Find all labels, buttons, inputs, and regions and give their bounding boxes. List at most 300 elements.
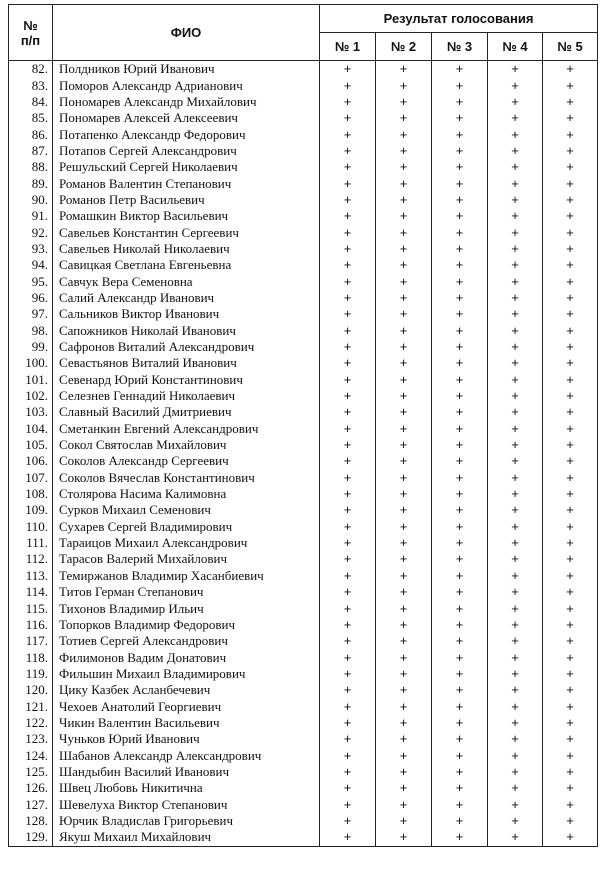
vote-mark: + [376, 568, 432, 584]
vote-mark: + [376, 796, 432, 812]
vote-mark: + [488, 323, 543, 339]
vote-mark: + [543, 796, 598, 812]
vote-mark: + [320, 617, 376, 633]
table-row [9, 715, 598, 731]
vote-mark: + [432, 241, 488, 257]
deputy-name: Сальников Виктор Иванович [53, 306, 320, 322]
vote-mark: + [432, 453, 488, 469]
vote-mark: + [432, 110, 488, 126]
vote-mark: + [543, 143, 598, 159]
vote-mark: + [320, 355, 376, 371]
vote-mark: + [488, 61, 543, 78]
vote-mark: + [320, 143, 376, 159]
vote-mark: + [320, 682, 376, 698]
vote-mark: + [488, 208, 543, 224]
vote-mark: + [432, 813, 488, 829]
row-number: 107. [9, 470, 53, 486]
row-number: 113. [9, 568, 53, 584]
vote-mark: + [432, 61, 488, 78]
vote-mark: + [432, 306, 488, 322]
voting-results-table [8, 4, 598, 847]
vote-mark: + [543, 388, 598, 404]
vote-mark: + [376, 273, 432, 289]
row-number: 119. [9, 666, 53, 682]
row-number: 88. [9, 159, 53, 175]
vote-mark: + [543, 273, 598, 289]
vote-mark: + [432, 649, 488, 665]
row-number: 97. [9, 306, 53, 322]
table-row [9, 617, 598, 633]
vote-column-header: № 3 [432, 33, 488, 61]
table-row [9, 404, 598, 420]
vote-mark: + [488, 715, 543, 731]
table-row [9, 273, 598, 289]
row-number: 84. [9, 94, 53, 110]
deputy-name: Столярова Насима Калимовна [53, 486, 320, 502]
row-number: 125. [9, 764, 53, 780]
table-row [9, 600, 598, 616]
vote-mark: + [376, 470, 432, 486]
vote-mark: + [432, 224, 488, 240]
vote-mark: + [320, 747, 376, 763]
deputy-name: Соколов Александр Сергеевич [53, 453, 320, 469]
vote-mark: + [320, 698, 376, 714]
vote-mark: + [376, 535, 432, 551]
vote-mark: + [488, 568, 543, 584]
vote-mark: + [432, 519, 488, 535]
deputy-name: Севенард Юрий Константинович [53, 372, 320, 388]
table-row [9, 224, 598, 240]
vote-mark: + [320, 649, 376, 665]
table-row [9, 110, 598, 126]
table-row [9, 486, 598, 502]
row-number: 126. [9, 780, 53, 796]
table-row [9, 339, 598, 355]
vote-mark: + [320, 404, 376, 420]
vote-mark: + [488, 453, 543, 469]
deputy-name: Селезнев Геннадий Николаевич [53, 388, 320, 404]
table-row [9, 159, 598, 175]
table-row [9, 470, 598, 486]
deputy-name: Севастьянов Виталий Иванович [53, 355, 320, 371]
vote-mark: + [543, 224, 598, 240]
row-number: 108. [9, 486, 53, 502]
table-row [9, 290, 598, 306]
deputy-name: Сухарев Сергей Владимирович [53, 519, 320, 535]
vote-mark: + [320, 421, 376, 437]
vote-mark: + [488, 355, 543, 371]
vote-mark: + [432, 764, 488, 780]
vote-mark: + [543, 666, 598, 682]
vote-mark: + [376, 682, 432, 698]
vote-mark: + [376, 486, 432, 502]
deputy-name: Топорков Владимир Федорович [53, 617, 320, 633]
vote-mark: + [376, 633, 432, 649]
name-column-header: ФИО [53, 5, 320, 61]
deputy-name: Чикин Валентин Васильевич [53, 715, 320, 731]
vote-mark: + [543, 747, 598, 763]
vote-mark: + [488, 470, 543, 486]
vote-mark: + [320, 257, 376, 273]
vote-mark: + [376, 61, 432, 78]
vote-mark: + [488, 404, 543, 420]
vote-mark: + [432, 551, 488, 567]
vote-mark: + [376, 715, 432, 731]
vote-mark: + [543, 764, 598, 780]
vote-mark: + [488, 290, 543, 306]
vote-mark: + [432, 94, 488, 110]
vote-mark: + [432, 323, 488, 339]
row-number: 104. [9, 421, 53, 437]
table-row [9, 633, 598, 649]
row-number: 85. [9, 110, 53, 126]
vote-mark: + [320, 110, 376, 126]
deputy-name: Сапожников Николай Иванович [53, 323, 320, 339]
row-number: 110. [9, 519, 53, 535]
vote-mark: + [432, 421, 488, 437]
vote-mark: + [376, 224, 432, 240]
vote-mark: + [432, 796, 488, 812]
vote-mark: + [543, 519, 598, 535]
vote-mark: + [543, 257, 598, 273]
vote-mark: + [543, 453, 598, 469]
vote-mark: + [432, 780, 488, 796]
vote-mark: + [432, 600, 488, 616]
table-row [9, 94, 598, 110]
vote-mark: + [376, 404, 432, 420]
vote-mark: + [432, 698, 488, 714]
vote-mark: + [543, 77, 598, 93]
vote-mark: + [543, 715, 598, 731]
vote-mark: + [488, 94, 543, 110]
number-header-line2: п/п [20, 32, 41, 48]
table-row [9, 666, 598, 682]
deputy-name: Пономарев Алексей Алексеевич [53, 110, 320, 126]
table-row [9, 257, 598, 273]
deputy-name: Якуш Михаил Михайлович [53, 829, 320, 846]
vote-mark: + [432, 486, 488, 502]
vote-mark: + [432, 192, 488, 208]
vote-mark: + [543, 290, 598, 306]
vote-mark: + [376, 388, 432, 404]
deputy-name: Филимонов Вадим Донатович [53, 649, 320, 665]
vote-mark: + [320, 323, 376, 339]
vote-mark: + [488, 339, 543, 355]
table-row [9, 502, 598, 518]
table-row [9, 584, 598, 600]
row-number: 95. [9, 273, 53, 289]
vote-mark: + [320, 829, 376, 846]
vote-mark: + [543, 780, 598, 796]
vote-mark: + [543, 600, 598, 616]
vote-mark: + [488, 747, 543, 763]
vote-mark: + [376, 159, 432, 175]
deputy-name: Тараицов Михаил Александрович [53, 535, 320, 551]
vote-mark: + [543, 175, 598, 191]
vote-mark: + [320, 290, 376, 306]
row-number: 121. [9, 698, 53, 714]
vote-mark: + [432, 829, 488, 846]
vote-mark: + [432, 404, 488, 420]
vote-mark: + [376, 257, 432, 273]
vote-mark: + [432, 437, 488, 453]
result-group-header: Результат голосования [320, 5, 598, 33]
table-row [9, 192, 598, 208]
row-number: 94. [9, 257, 53, 273]
vote-mark: + [488, 143, 543, 159]
vote-mark: + [543, 617, 598, 633]
vote-mark: + [376, 323, 432, 339]
vote-mark: + [543, 339, 598, 355]
vote-mark: + [488, 306, 543, 322]
vote-mark: + [488, 535, 543, 551]
vote-mark: + [488, 829, 543, 846]
row-number: 103. [9, 404, 53, 420]
vote-mark: + [376, 306, 432, 322]
vote-column-header: № 1 [320, 33, 376, 61]
vote-mark: + [432, 584, 488, 600]
table-row [9, 77, 598, 93]
vote-mark: + [320, 77, 376, 93]
deputy-name: Шандыбин Василий Иванович [53, 764, 320, 780]
vote-mark: + [488, 666, 543, 682]
deputy-name: Швец Любовь Никитична [53, 780, 320, 796]
vote-mark: + [320, 780, 376, 796]
vote-mark: + [432, 715, 488, 731]
vote-mark: + [543, 208, 598, 224]
table-body [9, 61, 598, 847]
vote-mark: + [488, 584, 543, 600]
vote-mark: + [320, 764, 376, 780]
number-header-line1: № [23, 17, 38, 33]
vote-mark: + [432, 470, 488, 486]
row-number: 127. [9, 796, 53, 812]
table-row [9, 796, 598, 812]
vote-mark: + [320, 224, 376, 240]
row-number: 124. [9, 747, 53, 763]
vote-mark: + [432, 273, 488, 289]
vote-mark: + [432, 159, 488, 175]
vote-mark: + [432, 731, 488, 747]
deputy-name: Сурков Михаил Семенович [53, 502, 320, 518]
vote-mark: + [320, 796, 376, 812]
vote-mark: + [320, 61, 376, 78]
vote-mark: + [543, 241, 598, 257]
vote-mark: + [376, 437, 432, 453]
vote-mark: + [320, 535, 376, 551]
table-row [9, 453, 598, 469]
vote-mark: + [376, 584, 432, 600]
deputy-name: Савельев Константин Сергеевич [53, 224, 320, 240]
vote-mark: + [488, 273, 543, 289]
vote-mark: + [488, 224, 543, 240]
vote-column-header: № 5 [543, 33, 598, 61]
table-row [9, 682, 598, 698]
vote-mark: + [432, 355, 488, 371]
vote-mark: + [543, 192, 598, 208]
vote-mark: + [543, 731, 598, 747]
table-row [9, 568, 598, 584]
header-row-top [9, 5, 598, 33]
vote-mark: + [376, 208, 432, 224]
vote-column-header: № 2 [376, 33, 432, 61]
vote-mark: + [488, 437, 543, 453]
vote-mark: + [320, 731, 376, 747]
vote-mark: + [543, 355, 598, 371]
vote-mark: + [543, 682, 598, 698]
vote-mark: + [543, 633, 598, 649]
vote-mark: + [543, 568, 598, 584]
vote-mark: + [320, 633, 376, 649]
deputy-name: Тарасов Валерий Михайлович [53, 551, 320, 567]
vote-mark: + [320, 388, 376, 404]
row-number: 129. [9, 829, 53, 846]
vote-mark: + [376, 453, 432, 469]
vote-mark: + [376, 126, 432, 142]
vote-mark: + [376, 143, 432, 159]
vote-mark: + [488, 372, 543, 388]
vote-mark: + [432, 290, 488, 306]
table-row [9, 519, 598, 535]
vote-mark: + [320, 126, 376, 142]
table-row [9, 175, 598, 191]
row-number: 115. [9, 600, 53, 616]
deputy-name: Поморов Александр Адрианович [53, 77, 320, 93]
deputy-name: Цику Казбек Асланбечевич [53, 682, 320, 698]
vote-mark: + [543, 323, 598, 339]
row-number: 93. [9, 241, 53, 257]
vote-mark: + [376, 551, 432, 567]
vote-mark: + [320, 241, 376, 257]
table-row [9, 764, 598, 780]
vote-mark: + [488, 126, 543, 142]
vote-mark: + [543, 502, 598, 518]
vote-mark: + [488, 682, 543, 698]
vote-mark: + [376, 355, 432, 371]
deputy-name: Фильшин Михаил Владимирович [53, 666, 320, 682]
deputy-name: Савчук Вера Семеновна [53, 273, 320, 289]
table-row [9, 813, 598, 829]
vote-mark: + [376, 747, 432, 763]
table-row [9, 143, 598, 159]
vote-mark: + [488, 486, 543, 502]
vote-mark: + [543, 470, 598, 486]
vote-mark: + [488, 77, 543, 93]
vote-mark: + [543, 584, 598, 600]
vote-mark: + [376, 339, 432, 355]
number-column-header [9, 5, 53, 61]
row-number: 111. [9, 535, 53, 551]
vote-mark: + [543, 159, 598, 175]
vote-mark: + [543, 551, 598, 567]
deputy-name: Тотиев Сергей Александрович [53, 633, 320, 649]
table-row [9, 731, 598, 747]
vote-mark: + [488, 192, 543, 208]
deputy-name: Потапов Сергей Александрович [53, 143, 320, 159]
deputy-name: Чехоев Анатолий Георгиевич [53, 698, 320, 714]
vote-mark: + [376, 519, 432, 535]
vote-mark: + [543, 486, 598, 502]
vote-mark: + [543, 649, 598, 665]
row-number: 112. [9, 551, 53, 567]
vote-mark: + [376, 241, 432, 257]
deputy-name: Титов Герман Степанович [53, 584, 320, 600]
row-number: 101. [9, 372, 53, 388]
row-number: 109. [9, 502, 53, 518]
row-number: 117. [9, 633, 53, 649]
row-number: 87. [9, 143, 53, 159]
vote-mark: + [376, 421, 432, 437]
vote-mark: + [432, 126, 488, 142]
vote-mark: + [320, 486, 376, 502]
deputy-name: Славный Василий Дмитриевич [53, 404, 320, 420]
row-number: 118. [9, 649, 53, 665]
table-row [9, 126, 598, 142]
vote-mark: + [432, 568, 488, 584]
vote-mark: + [543, 404, 598, 420]
vote-mark: + [543, 61, 598, 78]
vote-mark: + [432, 388, 488, 404]
deputy-name: Савельев Николай Николаевич [53, 241, 320, 257]
vote-mark: + [432, 339, 488, 355]
deputy-name: Тихонов Владимир Ильич [53, 600, 320, 616]
deputy-name: Салий Александр Иванович [53, 290, 320, 306]
vote-mark: + [543, 372, 598, 388]
vote-mark: + [488, 649, 543, 665]
table-row [9, 388, 598, 404]
table-row [9, 421, 598, 437]
row-number: 82. [9, 61, 53, 78]
vote-mark: + [376, 290, 432, 306]
vote-column-header: № 4 [488, 33, 543, 61]
vote-mark: + [488, 633, 543, 649]
vote-mark: + [432, 666, 488, 682]
vote-mark: + [432, 747, 488, 763]
vote-mark: + [320, 666, 376, 682]
row-number: 105. [9, 437, 53, 453]
deputy-name: Романов Петр Васильевич [53, 192, 320, 208]
vote-mark: + [488, 175, 543, 191]
vote-mark: + [320, 192, 376, 208]
row-number: 96. [9, 290, 53, 306]
vote-mark: + [376, 617, 432, 633]
table-row [9, 437, 598, 453]
deputy-name: Савицкая Светлана Евгеньевна [53, 257, 320, 273]
deputy-name: Сокол Святослав Михайлович [53, 437, 320, 453]
deputy-name: Пономарев Александр Михайлович [53, 94, 320, 110]
vote-mark: + [376, 780, 432, 796]
deputy-name: Юрчик Владислав Григорьевич [53, 813, 320, 829]
table-row [9, 241, 598, 257]
deputy-name: Потапенко Александр Федорович [53, 126, 320, 142]
vote-mark: + [488, 257, 543, 273]
vote-mark: + [376, 175, 432, 191]
row-number: 128. [9, 813, 53, 829]
vote-mark: + [488, 764, 543, 780]
vote-mark: + [488, 796, 543, 812]
vote-mark: + [320, 600, 376, 616]
vote-mark: + [376, 372, 432, 388]
vote-mark: + [320, 715, 376, 731]
vote-mark: + [376, 731, 432, 747]
vote-mark: + [376, 649, 432, 665]
table-row [9, 649, 598, 665]
vote-mark: + [320, 94, 376, 110]
table-row [9, 323, 598, 339]
row-number: 123. [9, 731, 53, 747]
vote-mark: + [432, 633, 488, 649]
row-number: 122. [9, 715, 53, 731]
